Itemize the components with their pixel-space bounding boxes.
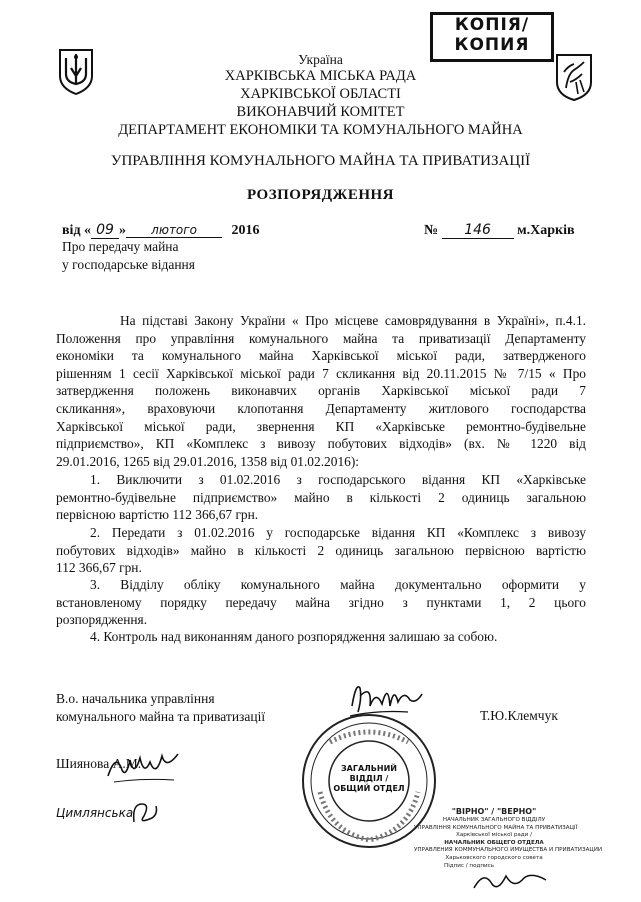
cert-line: УПРАВЛІННЯ КОМУНАЛЬНОГО МАЙНА ТА ПРИВАТИЗАЦІЇ — [414, 824, 578, 831]
cert-line: УПРАВЛЕНИЯ КОММУНАЛЬНОГО ИМУЩЕСТВА И ПРИВАТИЗАЦИИ — [414, 847, 603, 854]
subject — [62, 238, 195, 274]
date-line — [62, 222, 260, 239]
date-prefix: від « — [62, 223, 92, 238]
certification-signature — [470, 866, 550, 896]
seal-center-line-1: ЗАГАЛЬНИЙ — [341, 764, 397, 773]
subject-line-1: Про передачу майна — [62, 239, 179, 254]
certification-stamp — [414, 806, 603, 870]
document-type-title: РОЗПОРЯДЖЕННЯ — [246, 187, 395, 203]
preamble-line: На підставі Закону України « Про місцеве самоврядування в Україні», п.4.1. — [120, 313, 586, 328]
item-1-line: первісною вартістю 112 366,67 грн. — [56, 507, 259, 523]
item-3-line: встановленому порядку передачу майна згідно з пунктами 1, 2 цього — [56, 594, 586, 610]
number-line — [424, 222, 575, 239]
item-4-line: 4. Контроль над виконанням даного розпорядження залишаю за собою. — [90, 629, 498, 644]
verno-label: "ВІРНО" / "ВЕРНО" — [451, 807, 537, 816]
preamble-paragraph — [56, 312, 586, 470]
preamble-line: 29.01.2016, 1265 від 29.01.2016, 1358 від 01.02.2016): — [56, 453, 360, 469]
item-2 — [56, 524, 586, 577]
prepared-by: Шиянова А.М. — [56, 756, 142, 771]
header-region: ХАРКІВСЬКОЇ ОБЛАСТІ — [240, 86, 401, 102]
date-month: лютого — [126, 223, 222, 238]
item-2-line: 2. Передати з 01.02.2016 у господарське відання КП «Комплекс з вивозу — [90, 525, 586, 540]
signatory-position-line-1: В.о. начальника управління — [56, 691, 215, 706]
seal-center-line-3: ОБЩИЙ ОТДЕЛ — [333, 784, 405, 793]
cert-line: Харьковского городского совета — [445, 854, 543, 861]
seal-center-line-2: ВІДДІЛ / — [349, 774, 389, 783]
approved-by-signature — [128, 796, 162, 828]
copy-stamp-line-2: КОПИЯ — [454, 35, 530, 55]
item-2-line: побутових відходів» майно в кількості 2 одиниць загальною первісною вартістю — [56, 542, 586, 558]
subject-line-2: у господарське відання — [62, 257, 195, 272]
item-1 — [56, 471, 586, 524]
item-3-line: розпорядження. — [56, 612, 148, 628]
number-prefix: № — [424, 223, 439, 238]
header-committee: ВИКОНАВЧИЙ КОМІТЕТ — [236, 104, 405, 120]
signatory-position — [56, 690, 265, 726]
signatory-name: Т.Ю.Клемчук — [480, 708, 558, 723]
date-year: 2016 — [231, 223, 260, 238]
date-day: 09 — [91, 222, 119, 239]
header-department: ДЕПАРТАМЕНТ ЕКОНОМІКИ ТА КОМУНАЛЬНОГО МАЙНА — [118, 122, 523, 138]
date-close: » — [119, 223, 127, 238]
item-3-line: 3. Відділу обліку комунального майна документально оформити у — [90, 577, 586, 592]
preamble-line: підприємство», КП «Комплекс з вивозу побутових відходів» (вх. № 1220 від — [56, 436, 586, 452]
preamble-line: затвердження положень виконавчих органів Харківської міської ради 7 — [56, 383, 586, 399]
preamble-line: Положення про управління комунального майна та приватизації Департаменту — [56, 330, 586, 346]
city-name: м.Харків — [517, 223, 575, 238]
preamble-line: рішенням 1 сесії Харківської міської ради 7 скликання від 20.11.2015 № 7/15 « Про — [56, 365, 586, 381]
preamble-line: Харківської міської ради, звернення КП «Харківське ремонтно-будівельне — [56, 418, 586, 434]
preamble-line: економіки та комунального майна Харківської міської ради, затвердженого — [56, 348, 586, 364]
cert-line: Підпис / подпись — [444, 862, 495, 869]
preamble-line: скликання», враховуючи клопотання Департаменту житлового господарства — [56, 400, 586, 416]
item-2-line: 112 366,67 грн. — [56, 560, 142, 576]
header-country: Україна — [298, 52, 343, 67]
signatory-position-line-2: комунального майна та приватизації — [56, 709, 266, 724]
document-number: 146 — [442, 222, 514, 239]
item-4 — [56, 628, 586, 646]
header-council: ХАРКІВСЬКА МІСЬКА РАДА — [224, 68, 417, 84]
prepared-by-signature — [104, 748, 182, 788]
item-1-line: 1. Виключити з 01.02.2016 з господарського відання КП «Харківське — [90, 472, 586, 487]
header-division: УПРАВЛІННЯ КОМУНАЛЬНОГО МАЙНА ТА ПРИВАТИЗАЦІЇ — [110, 153, 531, 169]
item-1-line: ремонтно-будівельне підприємство» майно в кількості 2 одиниць загальною — [56, 489, 586, 505]
approved-by: Цимлянська — [56, 806, 134, 820]
cert-line: НАЧАЛЬНИК ОБЩЕГО ОТДЕЛА — [444, 839, 544, 846]
cert-line: Харківської міської ради / — [456, 832, 532, 839]
item-3 — [56, 576, 586, 629]
copy-stamp-line-1: КОПІЯ/ — [454, 15, 530, 35]
cert-line: НАЧАЛЬНИК ЗАГАЛЬНОГО ВІДДІЛУ — [442, 817, 546, 823]
